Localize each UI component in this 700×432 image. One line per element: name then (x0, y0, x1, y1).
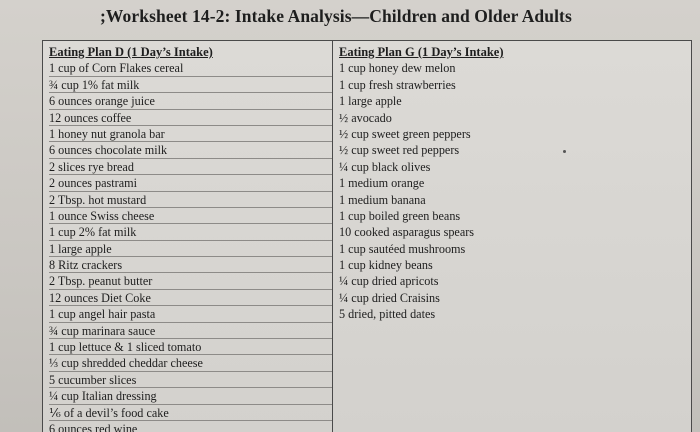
list-item: 1 cup of Corn Flakes cereal (49, 60, 332, 76)
list-item: 6 ounces chocolate milk (49, 142, 332, 158)
list-item: ⅓ cup shredded cheddar cheese (49, 355, 332, 371)
list-item: 1 honey nut granola bar (49, 126, 332, 142)
plan-g-column (333, 41, 691, 432)
list-item: 5 dried, pitted dates (339, 307, 436, 322)
list-item: ¼ cup dried Craisins (339, 290, 440, 305)
list-item: 1 cup honey dew melon (339, 61, 456, 76)
list-item: 1 cup lettuce & 1 sliced tomato (49, 339, 332, 355)
worksheet-title: ;Worksheet 14-2: Intake Analysis—Children and Older Adults (100, 6, 572, 26)
list-item: 1 large apple (339, 94, 402, 109)
list-item: ¾ cup 1% fat milk (49, 77, 332, 93)
list-item: 1 cup fresh strawberries (339, 77, 456, 92)
list-item: 12 ounces Diet Coke (49, 290, 332, 306)
list-item: ½ avocado (339, 110, 392, 125)
plan-d-column (43, 41, 333, 432)
list-item: 1 cup angel hair pasta (49, 306, 332, 322)
list-item: ½ cup sweet red peppers (339, 143, 460, 158)
plan-d-items (49, 60, 332, 432)
plan-d-heading: Eating Plan D (1 Day’s Intake) (49, 45, 213, 59)
list-item: ¼ cup Italian dressing (49, 388, 332, 404)
list-item: ¼ cup dried apricots (339, 274, 439, 289)
list-item: 1 cup boiled green beans (339, 208, 461, 223)
list-item: 12 ounces coffee (49, 110, 332, 126)
list-item: 2 Tbsp. hot mustard (49, 192, 332, 208)
list-item: 8 Ritz crackers (49, 257, 332, 273)
plan-g-items (339, 60, 691, 322)
list-item: 1 cup sautéed mushrooms (339, 241, 466, 256)
plan-g-heading: Eating Plan G (1 Day’s Intake) (339, 45, 504, 59)
list-item: 5 cucumber slices (49, 372, 332, 388)
list-item: 1 medium banana (339, 192, 426, 207)
list-item: 6 ounces orange juice (49, 93, 332, 109)
list-item: 1 large apple (49, 241, 332, 257)
list-item: 10 cooked asparagus spears (339, 225, 475, 240)
list-item: 1 cup kidney beans (339, 258, 433, 273)
list-item: ¾ cup marinara sauce (49, 323, 332, 339)
list-item: ⅙ of a devil’s food cake (49, 405, 332, 421)
list-item: 2 ounces pastrami (49, 175, 332, 191)
list-item: 1 cup 2% fat milk (49, 224, 332, 240)
list-item: 2 slices rye bread (49, 159, 332, 175)
list-item: 6 ounces red wine (49, 421, 332, 432)
list-item: 2 Tbsp. peanut butter (49, 273, 332, 289)
paper-speck (563, 150, 566, 153)
list-item: 1 ounce Swiss cheese (49, 208, 332, 224)
list-item: 1 medium orange (339, 176, 425, 191)
worksheet-table (42, 40, 692, 432)
list-item: ¼ cup black olives (339, 159, 431, 174)
list-item: ½ cup sweet green peppers (339, 126, 471, 141)
